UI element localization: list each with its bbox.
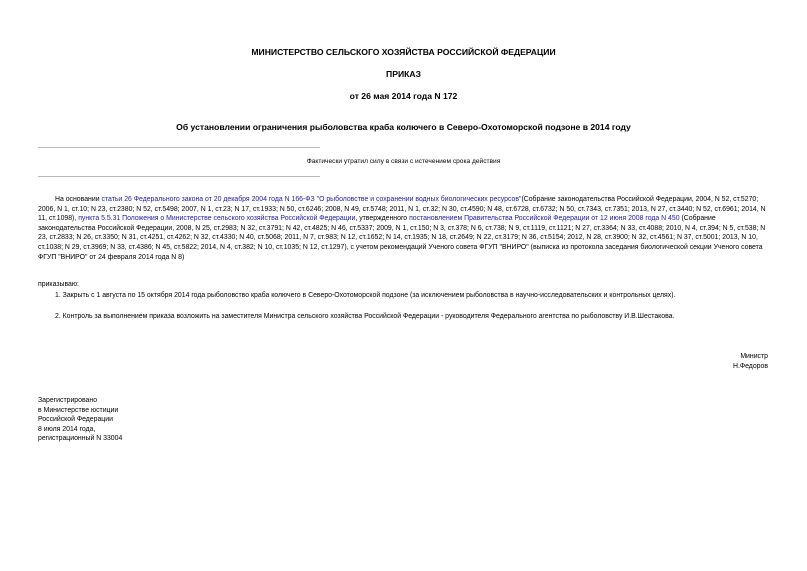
order-word: приказываю: xyxy=(38,281,79,288)
preamble-lead: На основании xyxy=(55,196,102,203)
registration-line: регистрационный N 33004 xyxy=(38,435,123,443)
divider-top xyxy=(38,147,320,148)
regulation-clause-link[interactable]: пункта 5.5.31 Положения о Министерстве сельского хозяйства Российской Федерации xyxy=(78,215,356,223)
preamble-text-1: (Собрание законодательства Российской Федерации, 2004, N 52, ст.5270; 2006, N 1, ст.10; N 23, ст.2380; N 52, ст.5498; 2007, N 1, ст.23; N 17, ст.1933; N 50, ст.6246; 2008, N 49, ст.5748; 2011, N 1, ст.32; N 30, ст.4590; N 48, ст.6728, ст.6732; N 50, ст.7343, ст.7351; 2013, N 27, ст.3440; N 52, ст.6961; 2014, N 11, ст.1098), xyxy=(38,196,766,223)
date-number-heading: от 26 мая 2014 года N 172 xyxy=(349,91,458,101)
registration-block xyxy=(38,396,238,444)
doc-type-heading: ПРИКАЗ xyxy=(386,69,421,79)
preamble-text-3: (Собрание законодательства Российской Федерации, 2008, N 25, ст.2983; N 32, ст.3791; N 42, ст.4825; N 46, ст.5337; 2009, N 1, ст.150; N 3, ст.378; N 6, ст.738; N 9, ст.1119, ст.1121; N 27, ст.3364; N 33, ст.4088; 2010, N 4, ст.394; N 5, ст.538; N 23, ст.2833; N 26, ст.3350; N 31, ст.4251, ст.4262; N 32, ст.4330; N 40, ст.5068; 2011, N 7, ст.983; N 12, ст.1652; N 14, ст.1935; N 18, ст.2649; N 22, ст.3179; N 36, ст.5154; 2012, N 28, ст.3900; N 32, ст.4561; N 37, ст.5001; 2013, N 10, ст.1038; N 29, ст.3969; N 33, ст.4386; N 45, ст.5822; 2014, N 4, ст.382; N 10, ст.1035; N 12, ст.1297), с учетом рекомендаций Ученого совета ФГУП "ВНИРО" (выписка из протокола заседания биологической секции Ученого совета ФГУП "ВНИРО" от 24 февраля 2014 года N 8) xyxy=(38,215,766,261)
registration-line: Российской Федерации xyxy=(38,416,113,424)
preamble-text-2: , утвержденного xyxy=(355,215,410,223)
registration-line: в Министерстве юстиции xyxy=(38,406,119,414)
order-item-2: 2. Контроль за выполнением приказа возложить на заместителя Министра сельского хозяйства Российской Федерации - руководителя Федерального агентства по рыболовству И.В.Шестакова. xyxy=(55,313,675,320)
law-article-link[interactable]: статьи 26 Федерального закона от 20 декабря 2004 года N 166-ФЗ "О рыболовстве и сохранении водных биологических ресурсов" xyxy=(101,196,522,203)
status-note: Фактически утратил силу в связи с истечением срока действия xyxy=(306,158,501,165)
signature-position: Министр xyxy=(740,353,768,360)
registration-line: 8 июля 2014 года, xyxy=(38,425,96,433)
government-decree-link[interactable]: постановлением Правительства Российской Федерации от 12 июня 2008 года N 450 xyxy=(409,215,680,223)
ministry-heading: МИНИСТЕРСТВО СЕЛЬСКОГО ХОЗЯЙСТВА РОССИЙСКОЙ ФЕДЕРАЦИИ xyxy=(251,47,556,57)
divider-bottom xyxy=(38,176,320,177)
preamble-paragraph xyxy=(38,195,768,262)
signature-name: Н.Федоров xyxy=(733,362,768,370)
order-item-1: 1. Закрыть с 1 августа по 15 октября 2014 года рыболовство краба колючего в Северо-Охотоморской подзоне (за исключением рыболовства в научно-исследовательских и контрольных целях). xyxy=(55,292,676,299)
document-title: Об установлении ограничения рыболовства краба колючего в Северо-Охотоморской подзоне в 2014 году xyxy=(176,122,631,132)
signature-block xyxy=(733,352,768,371)
registration-line: Зарегистрировано xyxy=(38,397,98,404)
